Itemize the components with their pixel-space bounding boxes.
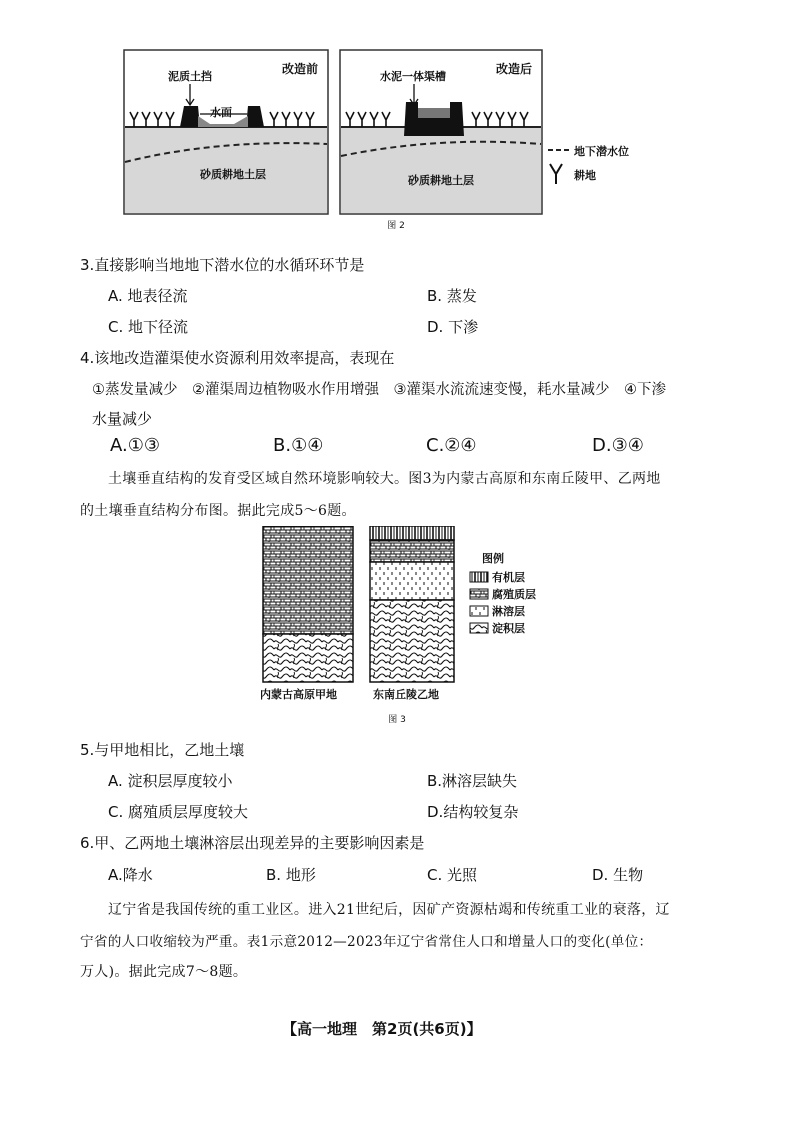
intro-paragraph-2-line3: 万人)。据此完成7～8题。 (80, 964, 248, 980)
question-5-stem: 5.与甲地相比，乙地土壤 (80, 741, 245, 759)
figure-2-caption: 图 2 (387, 221, 405, 231)
q4-option-c[interactable]: C.②④ (426, 435, 477, 456)
question-4-stem: 4.该地改造灌渠使水资源利用效率提高，表现在 (80, 349, 395, 367)
q6-option-d[interactable]: D. 生物 (592, 866, 644, 884)
q5-option-d[interactable]: D.结构较复杂 (427, 803, 519, 821)
before-water-label: 水面 (210, 106, 232, 119)
question-4-line1: ①蒸发量减少 ②灌渠周边植物吸水作用增强 ③灌渠水流流速变慢，耗水量减少 ④下渗 (92, 382, 666, 398)
before-soil-label: 砂质耕地土层 (200, 168, 266, 181)
q5-option-a[interactable]: A. 淀积层厚度较小 (108, 772, 233, 790)
profile-jia-label: 内蒙古高原甲地 (260, 688, 337, 701)
intro-paragraph-2-line1: 辽宁省是我国传统的重工业区。进入21世纪后，因矿产资源枯竭和传统重工业的衰落，辽 (108, 902, 670, 918)
profile-yi (370, 526, 454, 682)
q6-option-c[interactable]: C. 光照 (427, 866, 478, 884)
figure-2 (118, 44, 678, 224)
question-6-stem: 6.甲、乙两地土壤淋溶层出现差异的主要影响因素是 (80, 834, 425, 852)
farmland-legend-icon (550, 164, 562, 184)
profile-yi-label: 东南丘陵乙地 (373, 688, 439, 701)
q4-option-a[interactable]: A.①③ (110, 435, 160, 456)
page-footer: 【高一地理 第2页(共6页)】 (282, 1020, 482, 1038)
groundwater-legend-label: 地下潜水位 (574, 145, 629, 158)
before-title: 改造前 (282, 62, 319, 76)
legend-title: 图例 (482, 552, 504, 565)
intro-paragraph-2-line2: 宁省的人口收缩较为严重。表1示意2012—2023年辽宁省常住人口和增量人口的变化(单位： (80, 934, 653, 950)
q6-option-b[interactable]: B. 地形 (266, 866, 316, 884)
legend-humus-label: 腐殖质层 (492, 588, 536, 601)
profile-jia (263, 526, 353, 682)
legend-organic-label: 有机层 (492, 571, 525, 584)
q3-option-a[interactable]: A. 地表径流 (108, 287, 188, 305)
figure-3-legend (470, 572, 488, 633)
question-4-line2: 水量减少 (92, 410, 153, 428)
figure-3 (258, 526, 558, 706)
q3-option-c[interactable]: C. 地下径流 (108, 318, 189, 336)
q3-option-d[interactable]: D. 下渗 (427, 318, 479, 336)
q6-option-a[interactable]: A.降水 (108, 866, 153, 884)
intro-paragraph-1-line2: 的土壤垂直结构分布图。据此完成5～6题。 (80, 503, 356, 519)
q4-option-b[interactable]: B.①④ (273, 435, 324, 456)
intro-paragraph-1-line1: 土壤垂直结构的发育受区域自然环境影响较大。图3为内蒙古高原和东南丘陵甲、乙两地 (108, 471, 661, 487)
question-3-stem: 3.直接影响当地地下潜水位的水循环环节是 (80, 256, 365, 274)
after-title: 改造后 (496, 62, 533, 76)
after-soil-label: 砂质耕地土层 (408, 174, 474, 187)
q4-option-d[interactable]: D.③④ (592, 435, 644, 456)
q5-option-b[interactable]: B.淋溶层缺失 (427, 772, 518, 790)
before-wall-label: 泥质土挡 (168, 70, 212, 83)
legend-deposit-label: 淀积层 (492, 622, 525, 635)
farmland-legend-label: 耕地 (574, 169, 596, 182)
after-wall-label: 水泥一体渠槽 (380, 70, 446, 83)
q3-option-b[interactable]: B. 蒸发 (427, 287, 477, 305)
legend-leaching-label: 淋溶层 (492, 605, 525, 618)
after-water-label: 水面 (421, 96, 443, 109)
q5-option-c[interactable]: C. 腐殖质层厚度较大 (108, 803, 249, 821)
figure-3-caption: 图 3 (388, 715, 406, 725)
